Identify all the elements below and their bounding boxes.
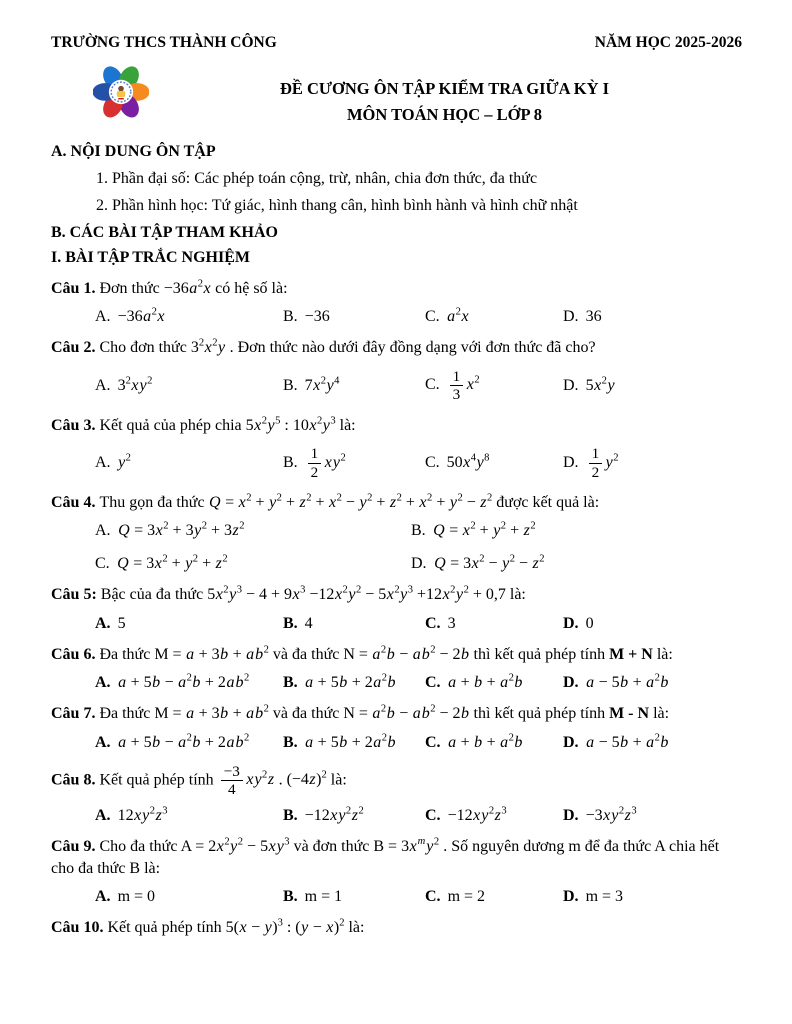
- answer-option: A. $y^2$: [95, 452, 131, 472]
- option-letter: D.: [563, 453, 579, 471]
- option-letter: D.: [563, 308, 579, 326]
- answer-option: D. 36: [563, 308, 602, 326]
- answer-option: A. $Q = 3x^2 + 3y^2 + 3z^2$: [95, 521, 245, 540]
- answer-option: C. $50x^4y^8$: [425, 452, 490, 472]
- question-label: Câu 3.: [51, 416, 100, 434]
- answer-option: A. m = 0: [95, 888, 156, 906]
- question-stem: Câu 7. Đa thức $M = a + 3b + ab^2$ và đa thức $N = a^2b - ab^2 - 2b$ thì kết quả phép tính M - N là:: [51, 703, 670, 723]
- answer-option: B. $a + 5b + 2a^2b$: [283, 732, 396, 751]
- answer-option: B. $-12xy^2z^2$: [283, 805, 364, 824]
- school-name: TRƯỜNG THCS THÀNH CÔNG: [51, 34, 277, 51]
- option-letter: B.: [411, 522, 426, 540]
- fraction: $\frac{1}{3}$: [450, 368, 464, 404]
- answer-option: A. $-36a^2x$: [95, 307, 165, 326]
- answer-option: B. −36: [283, 308, 330, 326]
- question-stem: Câu 10. Kết quả phép tính $5(x - y)^3$ : $(y - x)^2$ là:: [51, 918, 365, 937]
- question-label: Câu 1.: [51, 280, 100, 297]
- answer-option: C. $a + b + a^2b$: [425, 732, 523, 751]
- question-stem: Câu 5: Bậc của đa thức $5x^2y^3 - 4 + 9x^3 -12x^2y^2 - 5x^2y^3 +12x^2y^2 + 0,7$ là:: [51, 585, 526, 604]
- questions-list: [51, 278, 742, 940]
- option-letter: B.: [283, 888, 298, 906]
- answer-option: C. 3: [425, 614, 456, 632]
- option-letter: D.: [411, 555, 427, 573]
- answer-option: D. $-3xy^2z^3$: [563, 805, 637, 824]
- answer-options-row: [51, 615, 742, 633]
- question-stem: Câu 3. Kết quả của phép chia $5x^2y^5$ : $10x^2y^3$ là:: [51, 415, 356, 434]
- answer-options-row: [51, 368, 742, 404]
- option-letter: A.: [95, 454, 111, 472]
- answer-option: A. $3^2xy^2$: [95, 375, 153, 394]
- option-letter: A.: [95, 376, 111, 394]
- option-letter: C.: [95, 555, 110, 573]
- answer-option: C. $a^2x$: [425, 307, 469, 326]
- option-letter: D.: [563, 806, 579, 824]
- exam-title-line2: MÔN TOÁN HỌC – LỚP 8: [346, 104, 543, 124]
- answer-options-row: [51, 522, 742, 573]
- option-letter: C.: [425, 806, 441, 824]
- answer-option: D. m = 3: [563, 888, 624, 906]
- option-letter: B.: [283, 308, 298, 326]
- answer-option: C. $\frac{1}{3}$ $x^2$: [425, 367, 480, 404]
- section-b-heading: B. CÁC BÀI TẬP THAM KHẢO: [51, 224, 278, 241]
- answer-option: D. $a - 5b + a^2b$: [563, 672, 669, 692]
- answer-option: A. $12xy^2z^3$: [95, 805, 168, 824]
- answer-option: B. $a + 5b + 2a^2b$: [283, 672, 396, 692]
- option-letter: B.: [283, 614, 298, 632]
- question-label: Câu 10.: [51, 919, 108, 937]
- option-letter: A.: [95, 614, 111, 632]
- section-a-item-1: 1. Phần đại số: Các phép toán cộng, trừ, nhân, chia đơn thức, đa thức: [96, 170, 538, 187]
- title-block: [51, 60, 742, 136]
- exam-title: [51, 60, 742, 127]
- option-letter: A.: [95, 806, 111, 824]
- answer-option: B. $Q = x^2 + y^2 + z^2$: [411, 521, 536, 540]
- question-stem: Câu 9. Cho đa thức $A = 2x^2y^2 - 5xy^3$ và đơn thức $B = 3x^my^2$ . Số nguyên dương m để đa thức A chia hết cho đa thức B là:: [51, 836, 720, 877]
- fraction: $\frac{1}{2}$: [308, 445, 322, 481]
- answer-options-row: [51, 674, 742, 692]
- option-letter: D.: [563, 888, 579, 906]
- answer-option: D. $Q = 3x^2 - y^2 - z^2$: [411, 554, 545, 573]
- answer-option: C. m = 2: [425, 888, 486, 906]
- option-letter: C.: [425, 308, 440, 326]
- option-letter: A.: [95, 733, 111, 751]
- option-letter: D.: [563, 376, 579, 394]
- exam-title-line1: ĐỀ CƯƠNG ÔN TẬP KIỂM TRA GIỮA KỲ I: [279, 79, 610, 98]
- section-i-heading: I. BÀI TẬP TRẮC NGHIỆM: [51, 249, 250, 266]
- answer-option: D. $a - 5b + a^2b$: [563, 732, 669, 751]
- school-logo-icon: [93, 60, 149, 127]
- option-letter: D.: [563, 733, 579, 751]
- option-letter: C.: [425, 376, 440, 394]
- answer-option: D. 0: [563, 614, 594, 632]
- option-letter: B.: [283, 453, 298, 471]
- question-stem: Câu 8. Kết quả phép tính $\frac{-3}{4}$ $xy^2z$ . $(-4z)^2$ là:: [51, 762, 347, 799]
- option-letter: B.: [283, 806, 298, 824]
- question-label: Câu 5:: [51, 586, 101, 604]
- answer-option: B. m = 1: [283, 888, 343, 906]
- answer-option: C. $Q = 3x^2 + y^2 + z^2$: [95, 554, 228, 573]
- option-letter: C.: [425, 674, 441, 692]
- answer-options-row: [51, 807, 742, 825]
- question-label: Câu 2.: [51, 339, 100, 357]
- answer-option: A. $a + 5b - a^2b + 2ab^2$: [95, 672, 250, 692]
- option-letter: D.: [563, 674, 579, 692]
- answer-option: C. $-12xy^2z^3$: [425, 805, 507, 824]
- answer-option: D. $\frac{1}{2}$ $y^2$: [563, 445, 619, 481]
- section-a-heading: A. NỘI DUNG ÔN TẬP: [51, 143, 216, 160]
- fraction: $\frac{-3}{4}$: [221, 763, 243, 799]
- option-letter: B.: [283, 376, 298, 394]
- question-label: Câu 6.: [51, 645, 100, 663]
- answer-options-row: [51, 445, 742, 481]
- question-label: Câu 4.: [51, 494, 100, 512]
- school-year: NĂM HỌC 2025-2026: [594, 34, 742, 51]
- answer-option: B. $\frac{1}{2}$ $xy^2$: [283, 445, 346, 481]
- answer-options-row: [51, 888, 742, 906]
- fraction: $\frac{1}{2}$: [589, 445, 603, 481]
- option-letter: D.: [563, 614, 579, 632]
- answer-option: A. $a + 5b - a^2b + 2ab^2$: [95, 732, 250, 751]
- option-letter: C.: [425, 733, 441, 751]
- question-stem: Câu 1. Đơn thức $-36a^2x$ có hệ số là:: [51, 278, 288, 297]
- question-stem: Câu 2. Cho đơn thức $3^2x^2y$ . Đơn thức nào dưới đây đồng dạng với đơn thức đã cho?: [51, 338, 596, 357]
- answer-options-row: [51, 734, 742, 752]
- question-label: Câu 9.: [51, 837, 100, 855]
- question-label: Câu 8.: [51, 771, 100, 789]
- document-header: [51, 34, 742, 52]
- question-label: Câu 7.: [51, 705, 100, 723]
- question-stem: Câu 4. Thu gọn đa thức $Q = x^2 + y^2 + z^2 + x^2 - y^2 + z^2 + x^2 + y^2 - z^2$ được kết quả là:: [51, 492, 600, 512]
- option-letter: B.: [283, 674, 298, 692]
- option-letter: C.: [425, 614, 441, 632]
- question-stem: Câu 6. Đa thức $M = a + 3b + ab^2$ và đa thức $N = a^2b - ab^2 - 2b$ thì kết quả phép tính M + N là:: [51, 644, 673, 663]
- answer-option: B. 4: [283, 614, 313, 632]
- answer-option: D. $5x^2y$: [563, 375, 615, 394]
- option-letter: C.: [425, 454, 440, 472]
- answer-options-row: [51, 308, 742, 326]
- answer-option: A. 5: [95, 614, 126, 632]
- option-letter: B.: [283, 733, 298, 751]
- section-a-item-2: 2. Phần hình học: Tứ giác, hình thang cân, hình bình hành và hình chữ nhật: [96, 197, 578, 214]
- option-letter: A.: [95, 522, 111, 540]
- option-letter: A.: [95, 674, 111, 692]
- answer-option: B. $7x^2y^4$: [283, 375, 340, 394]
- answer-option: C. $a + b + a^2b$: [425, 672, 523, 692]
- option-letter: A.: [95, 888, 111, 906]
- option-letter: A.: [95, 308, 111, 326]
- option-letter: C.: [425, 888, 441, 906]
